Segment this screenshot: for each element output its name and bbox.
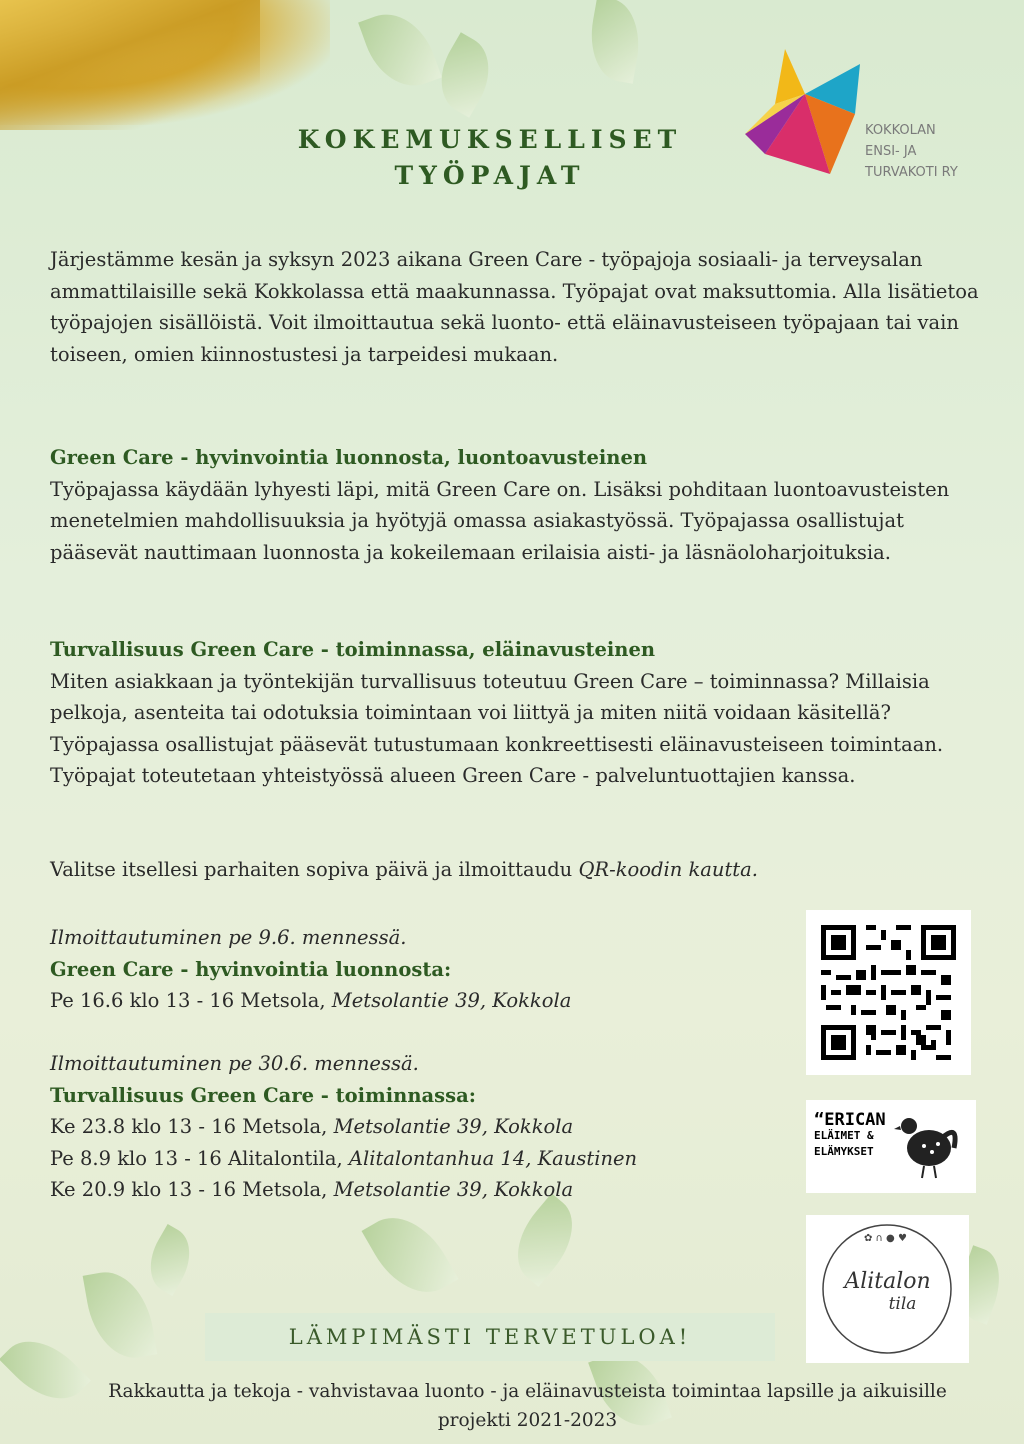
choose-instruction (50, 854, 990, 886)
registration-deadline: Ilmoittautuminen pe 9.6. mennessä. (50, 926, 407, 949)
qr-code-icon (806, 910, 971, 1075)
event-address: Metsolantie 39, Kokkola (333, 1115, 574, 1138)
welcome-banner: LÄMPIMÄSTI TERVETULOA! (205, 1313, 775, 1361)
project-footer (40, 1377, 1015, 1435)
leaf-decoration (83, 1265, 158, 1364)
alitalon-logo-line-1: Alitalon (844, 1269, 931, 1294)
event-date-row (50, 1111, 790, 1143)
alitalon-tila-logo (806, 1215, 969, 1363)
event-heading: Green Care - hyvinvointia luonnosta: (50, 957, 452, 981)
leaf-decoration (138, 1224, 203, 1296)
section-body: Työpajassa käydään lyhyesti läpi, mitä Green Care on. Lisäksi pohditaan luontoavusteisten menetelmien mahdollisuuksia ja hyötyjä omassa asiakastyössä. Työpajassa osallistujat pääsevät nauttimaan luonnosta ja kokeilemaan erilaisia aisti- ja läsnäoloharjoituksia. (50, 477, 950, 564)
leaf-decoration (358, 2, 442, 98)
event-date: Ke 23.8 klo 13 - 16 Metsola, (50, 1115, 334, 1138)
leaf-decoration (583, 0, 646, 84)
intro-paragraph: Järjestämme kesän ja syksyn 2023 aikana Green Care - työpajoja sosiaali- ja terveysalan ammattilaisille sekä Kokkolassa että maakunnassa. Työpajat ovat maksuttomia. Alla lisätietoa työpajojen sisällöistä. Voit ilmoittautua sekä luonto- että eläinavusteiseen työpajaan tai vain toiseen, omien kiinnostustesi ja tarpeidesi mukaan. (50, 248, 979, 366)
section-body: Miten asiakkaan ja työntekijän turvallisuus toteutuu Green Care – toiminnassa? Millaisia pelkoja, asenteita tai odotuksia toimintaan voi liittyä ja miten niitä voidaan käsitellä? Työpajassa osallistujat pääsevät tutustumaan konkreettisesti eläinavusteiseen toimintaan. Työpajat toteutetaan yhteistyössä alueen Green Care - palveluntuottajien kanssa. (50, 669, 944, 787)
event-date: Pe 16.6 klo 13 - 16 Metsola, (50, 989, 332, 1012)
logo-text-line-2: ENSI- JA (865, 144, 917, 159)
qr-code[interactable] (806, 910, 971, 1075)
event-date: Pe 8.9 klo 13 - 16 Alitalontila, (50, 1146, 349, 1170)
svg-text:✿ ∩ ● ♥: ✿ ∩ ● ♥ (864, 1233, 907, 1244)
event-nature (50, 922, 790, 1017)
gold-foil-overlay (0, 0, 260, 130)
erica-logo-line-2: ELÄIMET & (814, 1129, 874, 1142)
event-address: Metsolantie 39, Kokkola (333, 1178, 574, 1201)
section-heading: Turvallisuus Green Care - toiminnassa, eläinavusteinen (50, 638, 656, 661)
event-address: Alitalontanhua 14, Kaustinen (348, 1146, 638, 1170)
footer-line-2: projekti 2021-2023 (437, 1410, 618, 1431)
event-date-row (50, 985, 790, 1017)
choose-text: Valitse itsellesi parhaiten sopiva päivä ja ilmoittaudu (50, 858, 579, 881)
hen-icon (894, 1108, 969, 1186)
title-line-2: TYÖPAJAT (394, 161, 586, 190)
event-date-row (50, 1174, 790, 1206)
event-date-row (50, 1143, 790, 1175)
section-heading: Green Care - hyvinvointia luonnosta, luontoavusteinen (50, 446, 648, 469)
logo-text-line-1: KOKKOLAN (865, 123, 936, 138)
event-address: Metsolantie 39, Kokkola (331, 989, 572, 1012)
erica-logo-line-3: ELÄMYKSET (814, 1145, 874, 1158)
event-safety (50, 1048, 790, 1206)
title-line-1: KOKEMUKSELLISET (297, 125, 683, 154)
leaf-decoration (500, 1193, 590, 1286)
footer-line-1: Rakkautta ja tekoja - vahvistavaa luonto - ja eläinavusteista toimintaa lapsille ja aikuisille (108, 1381, 947, 1402)
event-heading: Turvallisuus Green Care - toiminnassa: (50, 1083, 476, 1107)
erica-logo-line-1: “ERICAN (814, 1110, 886, 1130)
section-safety (50, 634, 990, 792)
leaf-decoration (362, 1201, 459, 1309)
erican-elaimet-logo (806, 1100, 976, 1193)
event-date: Ke 20.9 klo 13 - 16 Metsola, (50, 1178, 334, 1201)
section-nature (50, 442, 990, 568)
logo-text (865, 120, 958, 183)
qr-link-text: QR-koodin kautta. (578, 858, 758, 881)
logo-text-line-3: TURVAKOTI RY (865, 165, 958, 180)
registration-deadline: Ilmoittautuminen pe 30.6. mennessä. (50, 1052, 419, 1075)
alitalon-logo-line-2: tila (888, 1294, 917, 1314)
page-title (240, 122, 740, 194)
